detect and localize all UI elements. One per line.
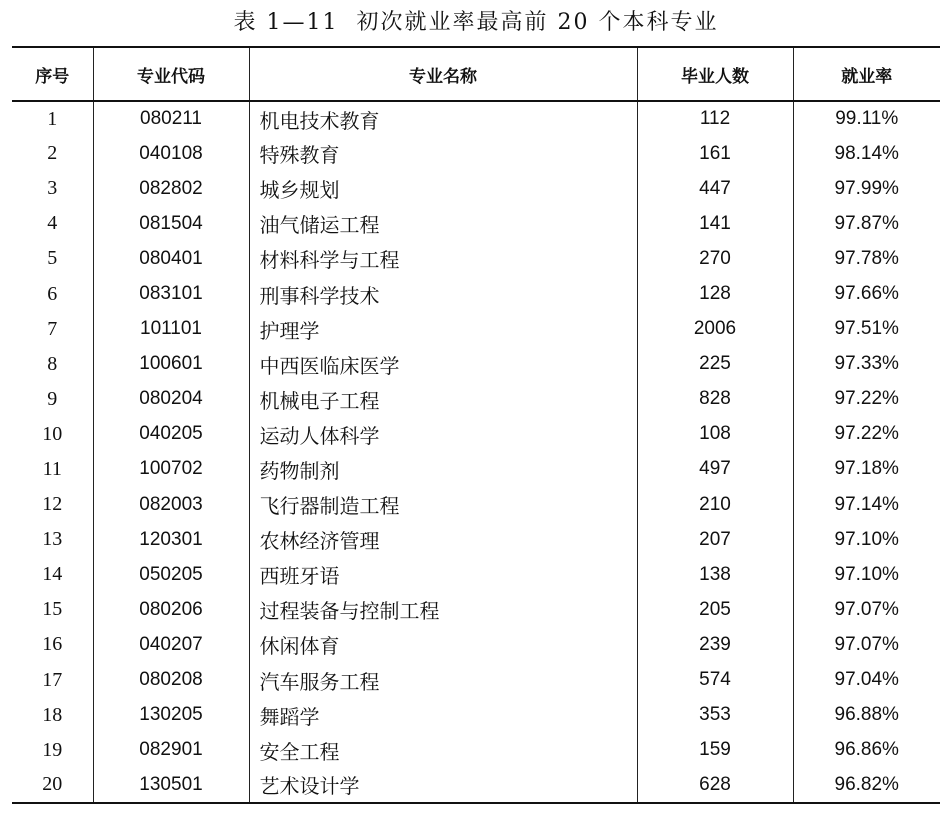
- index-cell: 12: [12, 487, 93, 522]
- graduate-count-cell: 141: [637, 206, 793, 241]
- table-row: [12, 522, 940, 557]
- major-code-cell: 040205: [93, 417, 249, 452]
- major-name-cell: 机电技术教育: [249, 101, 637, 136]
- graduate-count-cell: 108: [637, 417, 793, 452]
- major-code-cell: 120301: [93, 522, 249, 557]
- employment-rate-cell: 97.33%: [793, 347, 940, 382]
- graduate-count-cell: 828: [637, 382, 793, 417]
- table-body: [12, 101, 940, 803]
- major-name-cell: 材料科学与工程: [249, 241, 637, 276]
- employment-rate-cell: 97.51%: [793, 312, 940, 347]
- index-cell: 17: [12, 663, 93, 698]
- index-cell: 16: [12, 627, 93, 662]
- index-cell: 10: [12, 417, 93, 452]
- graduate-count-cell: 205: [637, 592, 793, 627]
- index-cell: 20: [12, 768, 93, 803]
- graduate-count-cell: 353: [637, 698, 793, 733]
- major-code-cell: 040108: [93, 136, 249, 171]
- graduate-count-cell: 2006: [637, 312, 793, 347]
- index-cell: 6: [12, 276, 93, 311]
- index-cell: 8: [12, 347, 93, 382]
- table-number: 表 1—11: [233, 10, 339, 35]
- major-name-cell: 特殊教育: [249, 136, 637, 171]
- graduate-count-cell: 628: [637, 768, 793, 803]
- index-cell: 15: [12, 592, 93, 627]
- major-name-cell: 安全工程: [249, 733, 637, 768]
- employment-rate-cell: 97.99%: [793, 171, 940, 206]
- table-row: [12, 768, 940, 803]
- major-name-cell: 艺术设计学: [249, 768, 637, 803]
- major-code-cell: 040207: [93, 627, 249, 662]
- major-code-cell: 083101: [93, 276, 249, 311]
- graduate-count-cell: 128: [637, 276, 793, 311]
- table-row: [12, 733, 940, 768]
- table-row: [12, 557, 940, 592]
- major-name-cell: 舞蹈学: [249, 698, 637, 733]
- major-name-cell: 中西医临床医学: [249, 347, 637, 382]
- index-cell: 11: [12, 452, 93, 487]
- employment-rate-cell: 98.14%: [793, 136, 940, 171]
- major-code-cell: 100702: [93, 452, 249, 487]
- graduate-count-cell: 210: [637, 487, 793, 522]
- header-employment-rate: 就业率: [793, 47, 940, 101]
- major-code-cell: 130205: [93, 698, 249, 733]
- major-code-cell: 082802: [93, 171, 249, 206]
- index-cell: 9: [12, 382, 93, 417]
- major-name-cell: 过程装备与控制工程: [249, 592, 637, 627]
- employment-rate-cell: 97.18%: [793, 452, 940, 487]
- major-code-cell: 130501: [93, 768, 249, 803]
- table-row: [12, 241, 940, 276]
- graduate-count-cell: 159: [637, 733, 793, 768]
- index-cell: 7: [12, 312, 93, 347]
- major-name-cell: 运动人体科学: [249, 417, 637, 452]
- table-row: [12, 347, 940, 382]
- table-row: [12, 627, 940, 662]
- index-cell: 13: [12, 522, 93, 557]
- table-caption: [0, 6, 952, 40]
- employment-rate-cell: 97.07%: [793, 627, 940, 662]
- table-row: [12, 101, 940, 136]
- employment-rate-cell: 97.66%: [793, 276, 940, 311]
- header-major-code: 专业代码: [93, 47, 249, 101]
- employment-rate-cell: 99.11%: [793, 101, 940, 136]
- major-code-cell: 101101: [93, 312, 249, 347]
- graduate-count-cell: 574: [637, 663, 793, 698]
- index-cell: 4: [12, 206, 93, 241]
- graduate-count-cell: 497: [637, 452, 793, 487]
- index-cell: 1: [12, 101, 93, 136]
- major-code-cell: 080206: [93, 592, 249, 627]
- major-name-cell: 药物制剂: [249, 452, 637, 487]
- employment-rate-cell: 97.22%: [793, 417, 940, 452]
- header-index: 序号: [12, 47, 93, 101]
- employment-rate-cell: 97.22%: [793, 382, 940, 417]
- major-code-cell: 080211: [93, 101, 249, 136]
- major-code-cell: 080401: [93, 241, 249, 276]
- major-code-cell: 050205: [93, 557, 249, 592]
- graduate-count-cell: 112: [637, 101, 793, 136]
- major-name-cell: 农林经济管理: [249, 522, 637, 557]
- employment-rate-cell: 97.04%: [793, 663, 940, 698]
- employment-rate-cell: 97.07%: [793, 592, 940, 627]
- table-row: [12, 663, 940, 698]
- header-row: [12, 47, 940, 101]
- major-code-cell: 082003: [93, 487, 249, 522]
- graduate-count-cell: 207: [637, 522, 793, 557]
- table-row: [12, 487, 940, 522]
- employment-rate-cell: 96.82%: [793, 768, 940, 803]
- table-title: 初次就业率最高前 20 个本科专业: [356, 10, 719, 35]
- index-cell: 3: [12, 171, 93, 206]
- table-row: [12, 312, 940, 347]
- employment-rate-cell: 96.88%: [793, 698, 940, 733]
- major-code-cell: 082901: [93, 733, 249, 768]
- header-graduate-count: 毕业人数: [637, 47, 793, 101]
- employment-rate-cell: 97.87%: [793, 206, 940, 241]
- table-row: [12, 592, 940, 627]
- graduate-count-cell: 161: [637, 136, 793, 171]
- major-name-cell: 休闲体育: [249, 627, 637, 662]
- major-name-cell: 城乡规划: [249, 171, 637, 206]
- table-row: [12, 452, 940, 487]
- table-row: [12, 382, 940, 417]
- index-cell: 19: [12, 733, 93, 768]
- graduate-count-cell: 447: [637, 171, 793, 206]
- employment-rate-table: [12, 46, 940, 804]
- employment-rate-cell: 97.10%: [793, 522, 940, 557]
- graduate-count-cell: 225: [637, 347, 793, 382]
- major-name-cell: 机械电子工程: [249, 382, 637, 417]
- table-row: [12, 206, 940, 241]
- index-cell: 14: [12, 557, 93, 592]
- table-row: [12, 276, 940, 311]
- employment-rate-cell: 97.78%: [793, 241, 940, 276]
- employment-rate-cell: 97.10%: [793, 557, 940, 592]
- major-name-cell: 汽车服务工程: [249, 663, 637, 698]
- table-row: [12, 136, 940, 171]
- major-name-cell: 刑事科学技术: [249, 276, 637, 311]
- header-major-name: 专业名称: [249, 47, 637, 101]
- major-code-cell: 080208: [93, 663, 249, 698]
- table-row: [12, 698, 940, 733]
- major-name-cell: 护理学: [249, 312, 637, 347]
- index-cell: 5: [12, 241, 93, 276]
- major-code-cell: 080204: [93, 382, 249, 417]
- index-cell: 2: [12, 136, 93, 171]
- major-code-cell: 081504: [93, 206, 249, 241]
- table-row: [12, 171, 940, 206]
- graduate-count-cell: 270: [637, 241, 793, 276]
- index-cell: 18: [12, 698, 93, 733]
- major-code-cell: 100601: [93, 347, 249, 382]
- employment-rate-cell: 97.14%: [793, 487, 940, 522]
- major-name-cell: 西班牙语: [249, 557, 637, 592]
- graduate-count-cell: 138: [637, 557, 793, 592]
- table-row: [12, 417, 940, 452]
- table-header: [12, 47, 940, 101]
- graduate-count-cell: 239: [637, 627, 793, 662]
- employment-rate-cell: 96.86%: [793, 733, 940, 768]
- major-name-cell: 飞行器制造工程: [249, 487, 637, 522]
- major-name-cell: 油气储运工程: [249, 206, 637, 241]
